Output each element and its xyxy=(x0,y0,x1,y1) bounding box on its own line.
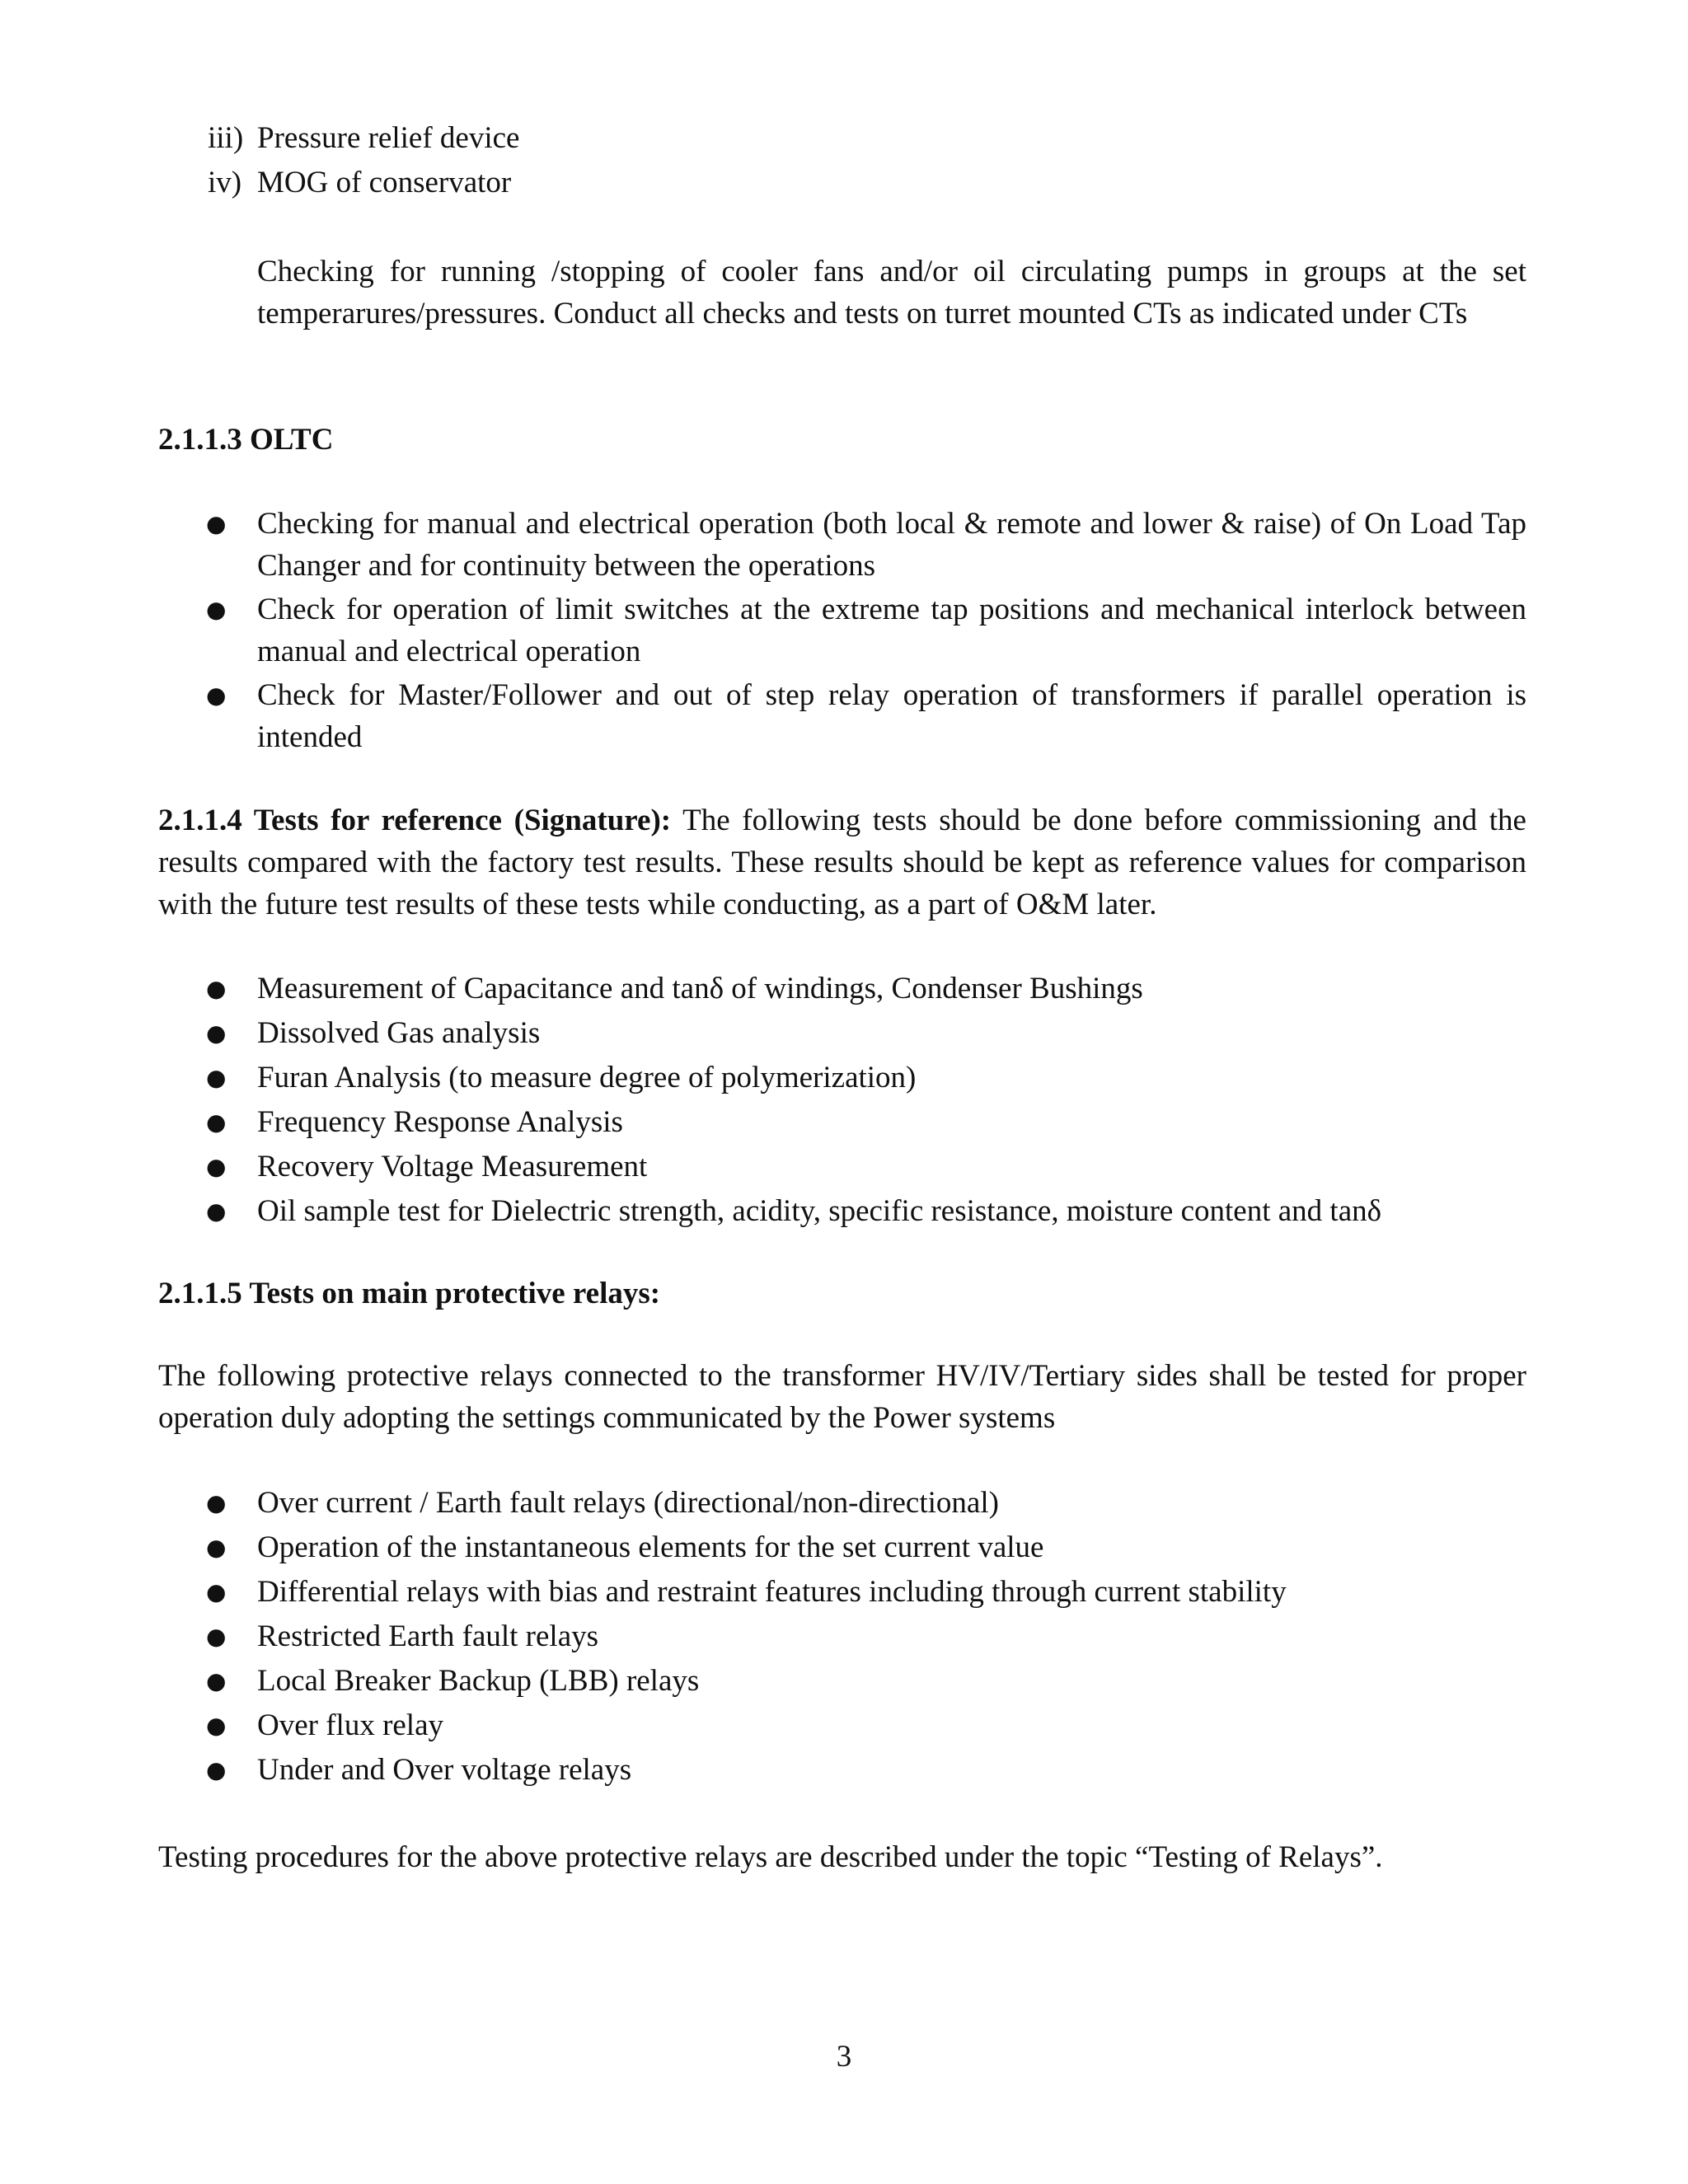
list-item xyxy=(158,1749,1526,1793)
bullet-icon: ● xyxy=(206,1623,227,1650)
bullet-icon: ● xyxy=(206,510,227,537)
bullet-icon: ● xyxy=(206,1064,227,1091)
list-item-text: Over flux relay xyxy=(257,1708,444,1742)
section-heading-relays: 2.1.1.5 Tests on main protective relays: xyxy=(158,1277,661,1310)
list-item xyxy=(158,1482,1526,1526)
bullet-icon: ● xyxy=(206,1712,227,1739)
list-item xyxy=(158,1615,1526,1660)
reference-tests-paragraph xyxy=(158,799,1526,926)
bullet-icon: ● xyxy=(206,682,227,709)
list-item xyxy=(158,1012,1526,1057)
list-item xyxy=(158,968,1526,1012)
list-item xyxy=(158,674,1526,758)
list-item xyxy=(158,1571,1526,1615)
list-item xyxy=(158,1660,1526,1704)
list-item xyxy=(158,162,1526,206)
list-item-text: Measurement of Capacitance and tanδ of windings, Condenser Bushings xyxy=(257,972,1143,1005)
list-item-text: Differential relays with bias and restraint features including through current stability xyxy=(257,1575,1287,1609)
reference-tests-bullet-list xyxy=(158,968,1526,1235)
list-item-text: Check for operation of limit switches at the extreme tap positions and mechanical interlock between manual and electrical operation xyxy=(257,593,1526,668)
list-item xyxy=(158,588,1526,673)
bullet-icon: ● xyxy=(206,1534,227,1561)
bullet-icon: ● xyxy=(206,1667,227,1694)
list-item-text: Furan Analysis (to measure degree of polymerization) xyxy=(257,1061,917,1094)
list-item-text: MOG of conservator xyxy=(257,166,512,199)
list-item xyxy=(158,503,1526,587)
list-marker: iv) xyxy=(208,166,242,199)
section-heading-reference: 2.1.1.4 Tests for reference (Signature): xyxy=(158,804,672,837)
list-item-text: Frequency Response Analysis xyxy=(257,1105,623,1139)
bullet-icon: ● xyxy=(206,1489,227,1516)
list-item xyxy=(158,1526,1526,1571)
bullet-icon: ● xyxy=(206,1578,227,1605)
list-item-text: Oil sample test for Dielectric strength, acidity, specific resistance, moisture content and tanδ xyxy=(257,1194,1382,1228)
roman-numeral-list xyxy=(158,117,1526,206)
list-item-text: Check for Master/Follower and out of step relay operation of transformers if parallel operation is intended xyxy=(257,678,1526,754)
cooler-check-paragraph: Checking for running /stopping of cooler fans and/or oil circulating pumps in groups at the set temperarures/pressures. Conduct all checks and tests on turret mounted CTs as indicated under CTs xyxy=(257,255,1526,330)
bullet-icon: ● xyxy=(206,1756,227,1783)
relays-intro-paragraph: The following protective relays connected to the transformer HV/IV/Tertiary sides shall be tested for proper operation duly adopting the settings communicated by the Power systems xyxy=(158,1359,1526,1435)
list-item-text: Over current / Earth fault relays (directional/non-directional) xyxy=(257,1486,999,1520)
oltc-bullet-list xyxy=(158,503,1526,760)
list-item xyxy=(158,1057,1526,1101)
bullet-icon: ● xyxy=(206,1197,227,1225)
list-item xyxy=(158,1101,1526,1146)
list-item-text: Recovery Voltage Measurement xyxy=(257,1150,648,1183)
list-item xyxy=(158,1704,1526,1749)
bullet-icon: ● xyxy=(206,975,227,1002)
list-marker: iii) xyxy=(208,121,244,155)
list-item-text: Operation of the instantaneous elements for the set current value xyxy=(257,1530,1044,1564)
bullet-icon: ● xyxy=(206,1019,227,1047)
bullet-icon: ● xyxy=(206,596,227,623)
list-item-text: Local Breaker Backup (LBB) relays xyxy=(257,1664,700,1698)
list-item-text: Pressure relief device xyxy=(257,121,520,155)
list-item-text: Checking for manual and electrical operation (both local & remote and lower & raise) of On Load Tap Changer and for continuity between the operations xyxy=(257,507,1526,583)
reference-tests-intro: The following tests should be done before commissioning and the results compared with the factory test results. These results should be kept as reference values for comparison with the future test results of these tests while conducting, as a part of O&M later. xyxy=(158,804,1526,921)
bullet-icon: ● xyxy=(206,1153,227,1180)
bullet-icon: ● xyxy=(206,1108,227,1136)
list-item xyxy=(158,1146,1526,1190)
relays-closing-paragraph: Testing procedures for the above protective relays are described under the topic “Testing of Relays”. xyxy=(158,1840,1383,1874)
list-item xyxy=(158,117,1526,162)
page-number: 3 xyxy=(836,2040,852,2074)
list-item-text: Restricted Earth fault relays xyxy=(257,1619,599,1653)
list-item-text: Under and Over voltage relays xyxy=(257,1753,632,1787)
relays-bullet-list xyxy=(158,1482,1526,1793)
list-item-text: Dissolved Gas analysis xyxy=(257,1016,541,1050)
list-item xyxy=(158,1190,1526,1235)
section-heading-oltc: 2.1.1.3 OLTC xyxy=(158,423,334,457)
